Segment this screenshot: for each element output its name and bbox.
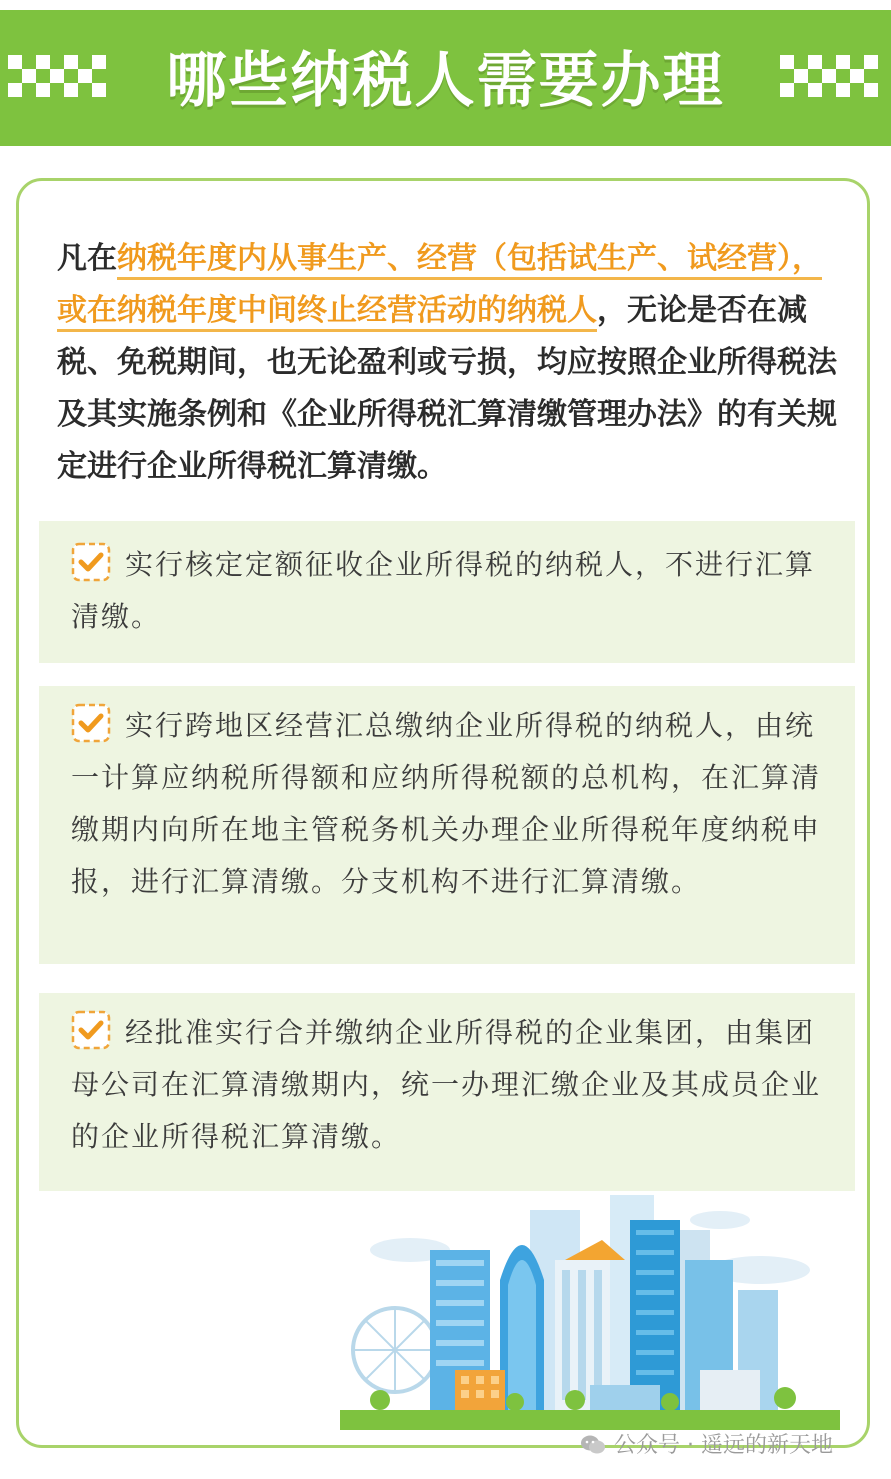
- city-skyline-illustration: [340, 1190, 840, 1430]
- watermark: [580, 1428, 833, 1459]
- page-title: 哪些纳税人需要办理: [166, 46, 725, 116]
- header-banner: [0, 0, 891, 146]
- intro-lead: 凡在: [57, 241, 117, 276]
- rule-text-2: 实行跨地区经营汇总缴纳企业所得税的纳税人，由统一计算应纳税所得额和应纳所得税额的总机构，在汇算清缴期内向所在地主管税务机关办理企业所得税年度纳税申报，进行汇算清缴。分支机构不进行汇算清缴。: [71, 709, 822, 898]
- watermark-text: 公众号 · 遥远的新天地: [614, 1433, 833, 1458]
- checkbox-check-icon: [71, 703, 111, 743]
- checkbox-check-icon: [71, 542, 111, 582]
- rule-box-1: [39, 521, 855, 663]
- wechat-icon: [580, 1434, 606, 1456]
- rule-text-1: 实行核定定额征收企业所得税的纳税人，不进行汇算清缴。: [71, 548, 816, 633]
- rule-box-2: [39, 686, 855, 964]
- rule-text-3: 经批准实行合并缴纳企业所得税的企业集团，由集团母公司在汇算清缴期内，统一办理汇缴企业及其成员企业的企业所得税汇算清缴。: [71, 1016, 822, 1153]
- checkbox-check-icon: [71, 1010, 111, 1050]
- intro-rest: ，无论是否在减税、免税期间，也无论盈利或亏损，均应按照企业所得税法及其实施条例和《企业所得税汇算清缴管理办法》的有关规定进行企业所得税汇算清缴。: [57, 293, 837, 484]
- intro-paragraph: [57, 233, 837, 493]
- intro-highlight: 纳税年度内从事生产、经营（包括试生产、试经营），或在纳税年度中间终止经营活动的纳税人: [57, 241, 822, 332]
- rule-box-3: [39, 993, 855, 1191]
